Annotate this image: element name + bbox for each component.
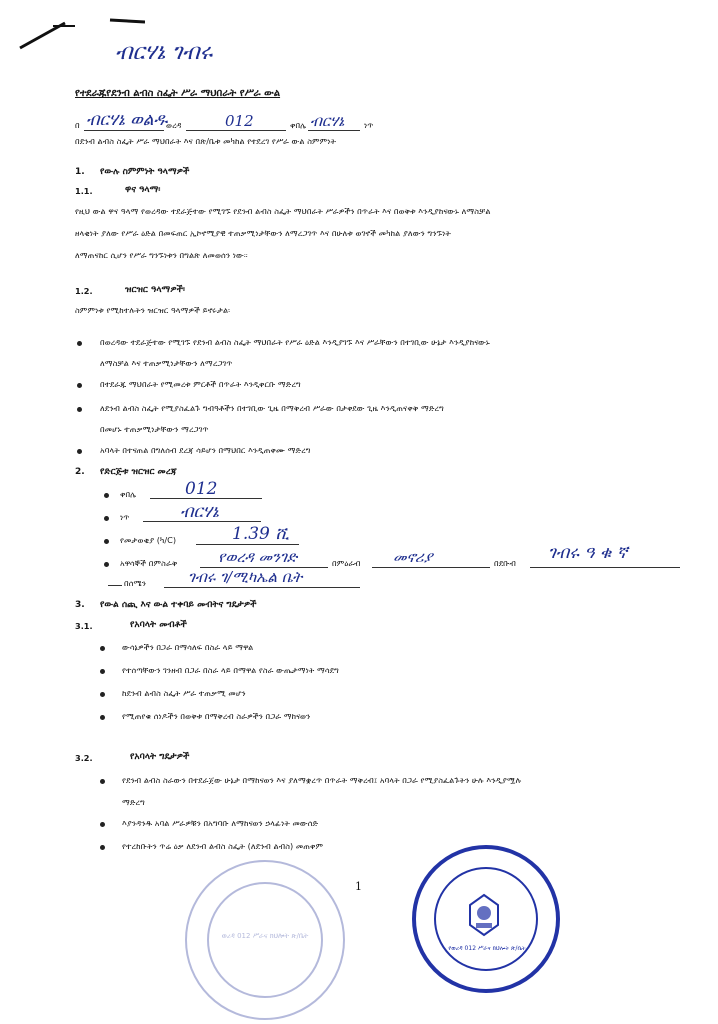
field-north-label: በሰሜን [124,578,147,588]
field-2-label: ነጥ [120,512,130,522]
intro-underline-3 [308,130,360,131]
duties-bullet-1-cont: ማድረግ [122,797,145,807]
bullet-dot [104,562,109,567]
intro-prefix: በ [75,120,80,130]
section-1-2-intro: ስምምነቱ የሚከተሉትን ዝርዝር ዓላማዎች ይኖሩታል፡ [75,305,231,315]
section-1-2-bullet-4: አባላት በተናጠል በግለሰብ ደረጃ ሳይሆን በማህበር እንዲጠቀሙ ማድረግ [100,445,311,455]
bullet-dot [104,493,109,498]
stamp-right-text: የወረዳ 012 ሥራና ክህሎት ጽ/ቤት [448,945,526,952]
page-number: 1 [355,880,362,893]
section-1-paragraph-line-1: የዚህ ውል ዋና ዓላማ የወረዳው ተደራጅተው የሚገኙ የደንብ ልብስ ስፌት ማህበራት ሥራዎችን በጥራት እና በወቅቱ እንዲያከናውኑ ለማስቻል [75,206,491,216]
field-kebele-label: ቀበሌ [120,489,137,499]
intro-woreda-label: ወረዳ [166,120,182,130]
section-3-1-title: የአባላት መብቶች [130,620,187,630]
intro-woreda-value: 012 [225,112,254,130]
section-1-number: 1. [75,167,85,177]
section-1-1-title: ዋና ዓላማ፡ [125,185,161,195]
bullet-dot [77,407,82,412]
field-west-underline [372,567,490,568]
section-3-2-title: የአባላት ግዴታዎች [130,752,190,762]
intro-end-label: ነጥ [364,120,374,130]
section-1-title: የውሉ ስምምነት ዓላማዎች [100,167,190,177]
field-3-label: የመታወቂያ (ካ/C) [120,535,177,545]
section-1-2-number: 1.2. [75,286,93,296]
section-3-number: 3. [75,600,85,610]
stamp-left [185,860,345,1020]
bullet-dot [100,692,105,697]
section-1-2-bullet-3-cont: በመሆኑ ተጠቃሚነታቸውን ማረጋገጥ [100,424,209,434]
field-east-value: የወረዳ መንገድ [218,548,298,566]
intro-underline-2 [186,130,286,131]
field-kebele-underline [150,498,262,499]
document-title: የተደራጁየደንብ ልብስ ስፌት ሥራ ማህበራት የሥራ ውል [75,88,281,99]
bullet-dot [104,516,109,521]
intro-underline-1 [84,130,164,131]
field-2-value: ብርሃኔ [180,502,219,522]
bullet-dot [100,822,105,827]
section-1-1-number: 1.1. [75,186,93,196]
field-3-underline [196,544,299,545]
field-south-value: ገብሩ ዓ ቁ ኛ [548,543,628,563]
section-3-1-number: 3.1. [75,621,93,631]
field-south-underline [530,567,680,568]
rights-bullet-1: ውሳኔዎችን በጋራ በማሳለፍ በስራ ላይ ማዋል [122,642,254,652]
section-1-2-bullet-2: በተደራጁ ማህበራት የሚመረቱ ምርቶች በጥራት እንዲቀርቡ ማድረግ [100,379,301,389]
stamp-left-text: ወረዳ 012 ሥራና ክህሎት ጽ/ቤት [221,932,309,940]
field-2-underline [143,521,261,522]
bullet-dot [77,383,82,388]
stamp-right [412,845,562,995]
bullet-dot [77,449,82,454]
intro-kebele-label: ቀበሌ [290,120,307,130]
section-3-title: የውል ሰጪ እና ውል ተቀባይ መብትና ግዴታዎች [100,600,257,610]
field-west-label: በምዕራብ [332,558,361,568]
field-north-underline [164,587,360,588]
rights-bullet-3: ከደንብ ልብስ ስፌት ሥራ ተጠቃሚ መሆን [122,688,246,698]
intro-line-2: በደንብ ልብስ ስፌት ሥራ ማህበራት እና በጽ/ቤቱ መካከል የተደረገ የሥራ ውል ስምምነት [75,136,337,146]
bullet-dot [100,715,105,720]
rights-bullet-2: የተሰጣቸውን ገንዘብ በጋራ በስራ ላይ በማዋል የስራ ውጤታማነት ማሳደግ [122,665,339,675]
section-3-2-number: 3.2. [75,753,93,763]
section-1-2-bullet-3: ለደንብ ልብስ ስፌት የሚያስፈልጉ ግብዓቶችን በተገቢው ጊዜ በማቅረብ ሥራው በታቀደው ጊዜ እንዲጠናቀቅ ማድረግ [100,403,444,413]
bullet-dot [100,779,105,784]
bullet-dot [100,646,105,651]
section-1-2-bullet-1: በወረዳው ተደራጅተው የሚገኙ የደንብ ልብስ ስፌት ማህበራት የሥራ ዕድል እንዲያገኙ እና ሥራቸውን በተገቢው ሁኔታ እንዲያከናውኑ [100,337,490,347]
section-1-2-bullet-1-cont: ለማስቻል እና ተጠቃሚነታቸውን ለማረጋገጥ [100,358,233,368]
bullet-dot [100,845,105,850]
duties-bullet-1: የደንብ ልብስ ስራውን በተደራጀው ሁኔታ በማከናወን እና ያለማቋረጥ በጥራት ማቅረብ፤ አባላት በጋራ የሚያስፈልጉትን ሁሉ እንዲያሟሉ [122,775,522,785]
section-2-title: የድርጅቱ ዝርዝር መረጃ [100,467,177,477]
field-south-label: በደቡብ [494,558,516,568]
rights-bullet-4: የሚጠየቁ ሰነዶችን በወቅቱ በማቅረብ ስራዎችን በጋራ ማከናወን [122,711,311,721]
handwritten-header: ብርሃኔ ገብሩ [115,40,213,65]
duties-bullet-2: እያንዳንዱ አባል ሥራዎቹን በአግባቡ ለማከናወን ኃላፊነት መውሰድ [122,818,319,828]
field-west-value: መኖሪያ [393,548,433,566]
field-east-label: አዋሳኞች በምስራቅ [120,558,178,568]
section-1-paragraph-line-2: ዘላቂነት ያለው የሥራ ዕድል በመፍጠር ኢኮኖሚያዊ ተጠቃሚነታቸውን ለማረጋገጥ እና በሁለቱ ወገኖች መካከል ያለውን ግንኙነት [75,228,451,238]
field-kebele-value: 012 [185,479,218,499]
intro-name-value: ብርሃኔ ወልዱ [86,110,168,130]
field-3-value: 1.39 ሺ [232,524,290,544]
bullet-dot [104,539,109,544]
field-north-value: ገብሩ ገ/ሚካኤል ቤት [188,568,303,586]
section-1-2-title: ዝርዝር ዓላማዎች፡ [125,285,186,295]
stamp-emblem-icon [464,891,504,939]
bullet-dot [77,341,82,346]
section-1-paragraph-line-3: ለማጠናከር ሲሆን የሥራ ግንኙነቱን በግልጽ ለመወሰን ነው። [75,250,248,260]
section-2-number: 2. [75,467,85,477]
field-north-lead [108,585,122,586]
bullet-dot [100,669,105,674]
duties-bullet-3: የተረከቡትን ጥሬ ዕቃ ለደንብ ልብስ ስፌት (ለደንብ ልብስ) መጠቀም [122,841,324,851]
intro-kebele-value: ብርሃኔ [310,112,345,130]
